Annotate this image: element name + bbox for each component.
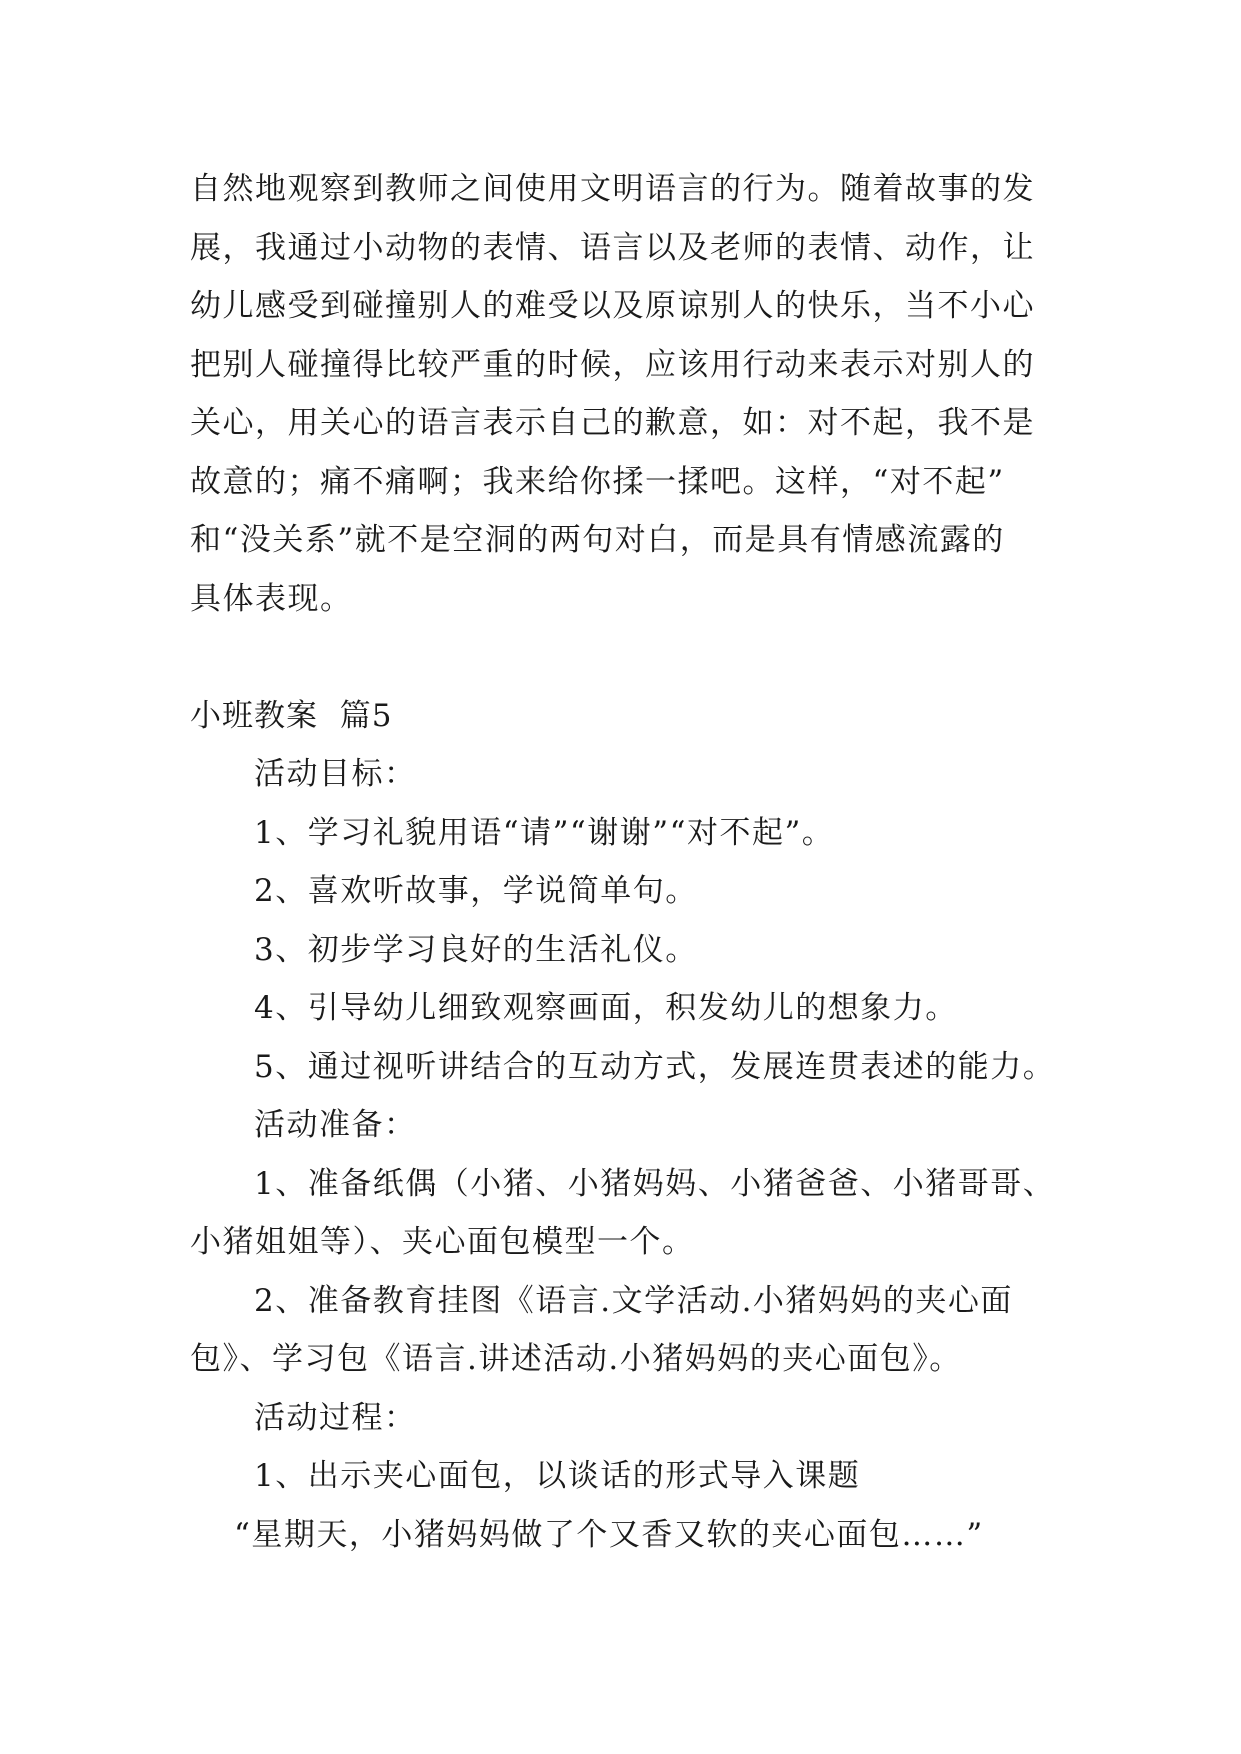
text-line: 故意的；痛不痛啊；我来给你揉一揉吧。这样，“对不起” [190, 463, 1005, 500]
intro-paragraph [190, 160, 1070, 628]
text-line: 具体表现。 [190, 580, 353, 617]
text-line: 关心，用关心的语言表示自己的歉意，如：对不起，我不是 [190, 405, 1035, 441]
text-line: 幼儿感受到碰撞别人的难受以及原谅别人的快乐，当不小心 [190, 288, 1035, 324]
prep-item-line: 1、准备纸偶（小猪、小猪妈妈、小猪爸爸、小猪哥哥、 [254, 1165, 1056, 1202]
process-heading: 活动过程： [254, 1399, 417, 1436]
prep-heading: 活动准备： [254, 1107, 417, 1143]
text-line: 和“没关系”就不是空洞的两句对白，而是具有情感流露的 [190, 522, 1005, 558]
goal-item: 1、学习礼貌用语“请”“谢谢”“对不起”。 [254, 814, 835, 851]
process-item: 1、出示夹心面包，以谈话的形式导入课题 [254, 1458, 861, 1494]
goal-item: 3、初步学习良好的生活礼仪。 [254, 931, 698, 968]
prep-item-line: 包》、学习包《语言.讲述活动.小猪妈妈的夹心面包》。 [190, 1341, 962, 1377]
goal-item: 2、喜欢听故事，学说简单句。 [254, 873, 698, 909]
prep-item-line: 小猪姐姐等）、夹心面包模型一个。 [190, 1224, 695, 1260]
lesson-plan-section [190, 745, 1090, 1564]
document-page [190, 160, 1070, 1553]
text-line: 自然地观察到教师之间使用文明语言的行为。随着故事的发 [190, 171, 1035, 207]
prep-item-line: 2、准备教育挂图《语言.文学活动.小猪妈妈的夹心面 [254, 1282, 1013, 1319]
goal-item: 5、通过视听讲结合的互动方式，发展连贯表述的能力。 [254, 1048, 1056, 1085]
text-line: 把别人碰撞得比较严重的时候，应该用行动来表示对别人的 [190, 346, 1035, 383]
section-title: 小班教案 篇5 [190, 698, 393, 734]
goals-heading: 活动目标： [254, 756, 417, 792]
text-line: 展，我通过小动物的表情、语言以及老师的表情、动作，让 [190, 229, 1035, 266]
goal-item: 4、引导幼儿细致观察画面，积发幼儿的想象力。 [254, 990, 958, 1026]
process-quote: “星期天，小猪妈妈做了个又香又软的夹心面包……” [234, 1516, 984, 1553]
